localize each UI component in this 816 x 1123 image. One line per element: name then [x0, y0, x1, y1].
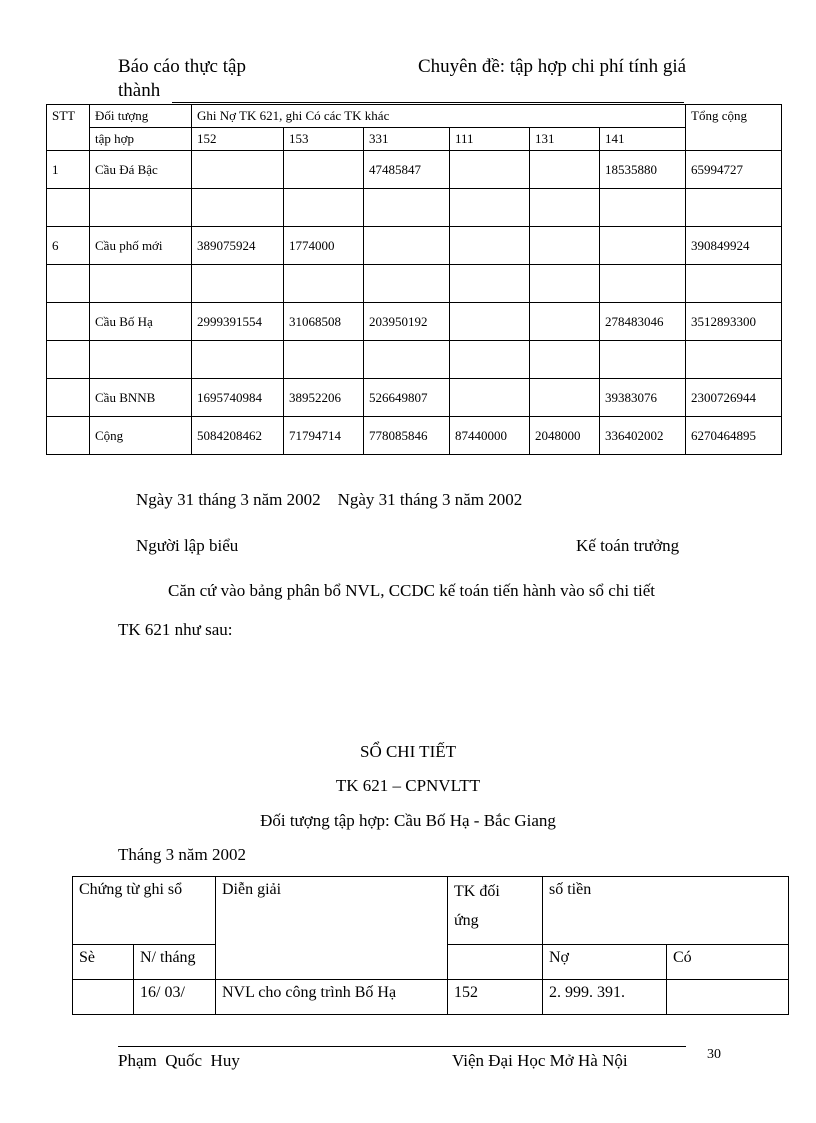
cell-total: 6270464895 — [686, 417, 782, 455]
cell-credit — [667, 980, 789, 1015]
cell-total — [686, 341, 782, 379]
ledger-subtitle: TK 621 – CPNVLTT — [335, 776, 481, 795]
cell-111 — [450, 227, 530, 265]
cell-153 — [284, 341, 364, 379]
cell-111 — [450, 265, 530, 303]
cell-number — [73, 980, 134, 1015]
cell-331 — [364, 227, 450, 265]
cell-141 — [600, 265, 686, 303]
cell-stt — [47, 303, 90, 341]
cell-stt — [47, 189, 90, 227]
ledger-object: Đối tượng tập hợp: Cầu Bố Hạ - Bắc Giang — [260, 811, 556, 830]
col-header-account: 141 — [600, 128, 686, 151]
header-rule — [172, 102, 684, 103]
cell-total: 390849924 — [686, 227, 782, 265]
col-header-object-1: Đối tượng — [90, 105, 192, 128]
cell-object: Cầu phố mới — [90, 227, 192, 265]
cell-141: 278483046 — [600, 303, 686, 341]
cell-stt: 6 — [47, 227, 90, 265]
cell-153 — [284, 189, 364, 227]
table-row — [47, 379, 782, 417]
col-header-date: N/ tháng — [134, 945, 216, 980]
cell-152 — [192, 151, 284, 189]
cell-total: 3512893300 — [686, 303, 782, 341]
col-header-amount: số tiền — [543, 877, 789, 945]
cell-object: Cộng — [90, 417, 192, 455]
cell-141: 18535880 — [600, 151, 686, 189]
cell-153 — [284, 151, 364, 189]
col-header-account: 331 — [364, 128, 450, 151]
ledger-month: Tháng 3 năm 2002 — [118, 845, 246, 864]
cell-111 — [450, 379, 530, 417]
paragraph-line: TK 621 như sau: — [118, 620, 233, 639]
table-row — [47, 417, 782, 455]
cell-debit: 2. 999. 391. — [543, 980, 667, 1015]
cell-131 — [530, 151, 600, 189]
cell-331 — [364, 341, 450, 379]
col-header-description: Diễn giải — [216, 877, 448, 980]
col-header-account — [448, 877, 543, 945]
cell-131 — [530, 379, 600, 417]
col-header-account-empty — [448, 945, 543, 980]
cell-131: 2048000 — [530, 417, 600, 455]
allocation-table-body — [47, 151, 782, 455]
header-title-left: Báo cáo thực tập — [118, 56, 246, 77]
cell-object: Cầu BNNB — [90, 379, 192, 417]
paragraph-line: Căn cứ vào bảng phân bổ NVL, CCDC kế toán tiến hành vào sổ chi tiết — [168, 581, 656, 600]
col-header-object-2: tập hợp — [90, 128, 192, 151]
cell-152: 5084208462 — [192, 417, 284, 455]
cell-131 — [530, 189, 600, 227]
allocation-table — [46, 104, 782, 455]
signer-preparer: Người lập biểu — [136, 536, 239, 555]
cell-date: 16/ 03/ — [134, 980, 216, 1015]
cell-object: Cầu Bố Hạ — [90, 303, 192, 341]
cell-141 — [600, 189, 686, 227]
cell-object — [90, 265, 192, 303]
ledger-table — [72, 876, 789, 1015]
cell-141 — [600, 341, 686, 379]
cell-141: 39383076 — [600, 379, 686, 417]
table-row — [47, 189, 782, 227]
cell-111: 87440000 — [450, 417, 530, 455]
table-row — [73, 980, 789, 1015]
col-header-stt: STT — [47, 105, 90, 151]
footer-rule — [118, 1046, 686, 1047]
col-header-account: 152 — [192, 128, 284, 151]
table-row — [47, 265, 782, 303]
cell-141: 336402002 — [600, 417, 686, 455]
cell-152 — [192, 265, 284, 303]
cell-152: 2999391554 — [192, 303, 284, 341]
cell-152 — [192, 341, 284, 379]
cell-153 — [284, 265, 364, 303]
cell-331 — [364, 189, 450, 227]
cell-131 — [530, 303, 600, 341]
cell-152 — [192, 189, 284, 227]
cell-total: 2300726944 — [686, 379, 782, 417]
cell-111 — [450, 151, 530, 189]
table-row — [47, 151, 782, 189]
cell-153: 31068508 — [284, 303, 364, 341]
cell-331: 526649807 — [364, 379, 450, 417]
cell-152: 1695740984 — [192, 379, 284, 417]
footer-institution: Viện Đại Học Mở Hà Nội — [452, 1051, 628, 1070]
col-header-account: 153 — [284, 128, 364, 151]
cell-stt — [47, 265, 90, 303]
cell-description: NVL cho công trình Bố Hạ — [216, 980, 448, 1015]
col-header-debit: Nợ — [543, 945, 667, 980]
col-header-total: Tổng cộng — [686, 105, 782, 151]
cell-total — [686, 189, 782, 227]
cell-stt — [47, 379, 90, 417]
cell-331: 47485847 — [364, 151, 450, 189]
col-header-voucher: Chứng từ ghi sổ — [73, 877, 216, 945]
cell-131 — [530, 265, 600, 303]
cell-153: 71794714 — [284, 417, 364, 455]
cell-331 — [364, 265, 450, 303]
cell-total — [686, 265, 782, 303]
cell-stt: 1 — [47, 151, 90, 189]
cell-153: 1774000 — [284, 227, 364, 265]
table-row — [47, 227, 782, 265]
cell-stt — [47, 417, 90, 455]
col-header-group: Ghi Nợ TK 621, ghi Có các TK khác — [192, 105, 686, 128]
cell-331: 778085846 — [364, 417, 450, 455]
cell-153: 38952206 — [284, 379, 364, 417]
signer-chief-accountant: Kế toán trưởng — [576, 536, 680, 555]
cell-131 — [530, 341, 600, 379]
cell-131 — [530, 227, 600, 265]
cell-152: 389075924 — [192, 227, 284, 265]
col-header-account-line2: ứng — [454, 912, 479, 929]
cell-object — [90, 341, 192, 379]
table-row — [47, 341, 782, 379]
cell-141 — [600, 227, 686, 265]
cell-account: 152 — [448, 980, 543, 1015]
report-dates: Ngày 31 tháng 3 năm 2002 Ngày 31 tháng 3 năm 2002 — [136, 490, 523, 509]
col-header-account: 131 — [530, 128, 600, 151]
cell-111 — [450, 303, 530, 341]
cell-331: 203950192 — [364, 303, 450, 341]
page-number: 30 — [707, 1047, 721, 1062]
col-header-account-line1: TK đối — [454, 883, 500, 900]
table-row — [47, 303, 782, 341]
ledger-title: SỔ CHI TIẾT — [359, 742, 456, 761]
cell-stt — [47, 341, 90, 379]
cell-111 — [450, 189, 530, 227]
header-title-left-continued: thành — [118, 80, 161, 101]
cell-object — [90, 189, 192, 227]
cell-object: Cầu Đá Bậc — [90, 151, 192, 189]
header-title-right: Chuyên đề: tập hợp chi phí tính giá — [418, 56, 687, 77]
col-header-number: Sè — [73, 945, 134, 980]
cell-total: 65994727 — [686, 151, 782, 189]
col-header-credit: Có — [667, 945, 789, 980]
footer-author: Phạm Quốc Huy — [118, 1051, 240, 1070]
col-header-account: 111 — [450, 128, 530, 151]
cell-111 — [450, 341, 530, 379]
